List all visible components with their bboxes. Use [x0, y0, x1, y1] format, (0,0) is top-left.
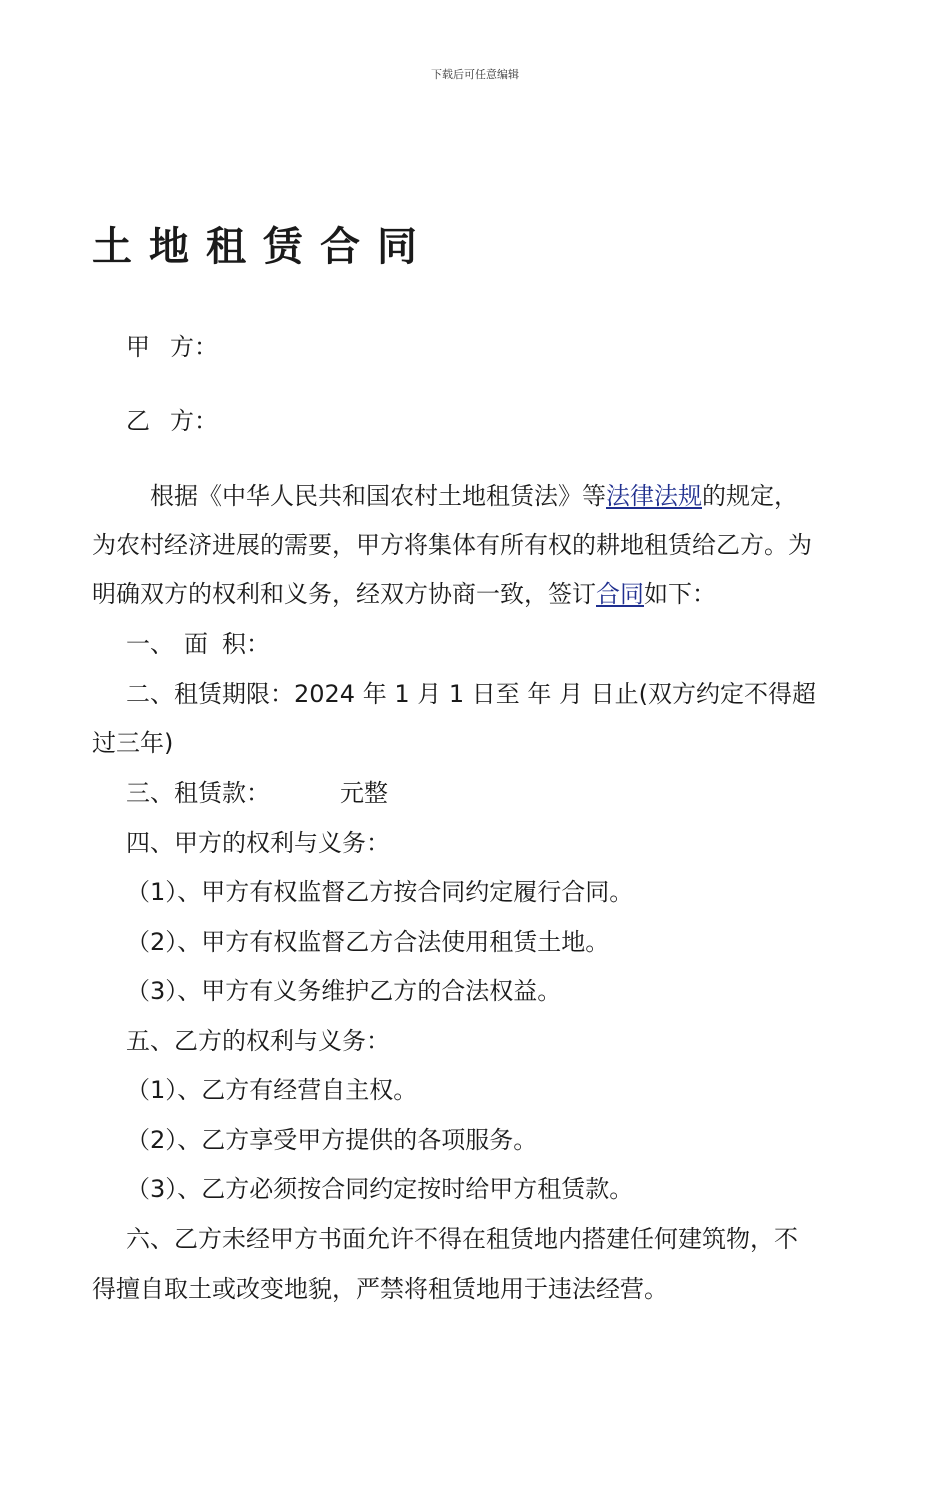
- clause-5-item-3: （3）、乙方必须按合同约定按时给甲方租赁款。: [126, 1175, 634, 1203]
- clause-5-item-1: （1）、乙方有经营自主权。: [126, 1076, 418, 1104]
- header-note: 下载后可任意编辑: [431, 68, 519, 81]
- clause-3-unit: 元整: [340, 779, 388, 807]
- clause-6-line-1: 六、乙方未经甲方书面允许不得在租赁地内搭建任何建筑物，不: [126, 1225, 798, 1253]
- party-b-line: [92, 397, 896, 446]
- clause-5-item-2: （2）、乙方享受甲方提供的各项服务。: [126, 1126, 538, 1154]
- clause-4-item-2: （2）、甲方有权监督乙方合法使用租赁土地。: [126, 928, 610, 956]
- clause-1-number: 一、: [126, 630, 174, 658]
- document-title: 土地租赁合同: [92, 224, 434, 270]
- clause-4-item-1: （1）、甲方有权监督乙方按合同约定履行合同。: [126, 878, 634, 906]
- party-b-label-1: 乙: [126, 407, 150, 435]
- intro-text-1b: 的规定，: [702, 482, 798, 510]
- intro-text-3a: 明确双方的权利和义务，经双方协商一致，签订: [92, 580, 596, 608]
- intro-text-1a: 根据《中华人民共和国农村土地租赁法》等: [150, 482, 606, 510]
- clause-4: 四、甲方的权利与义务：: [126, 829, 390, 857]
- party-a-line: [92, 323, 896, 372]
- clause-2-line-1: 二、租赁期限：2024 年 1 月 1 日至 年 月 日止(双方约定不得超: [126, 680, 817, 708]
- clause-1-word-b: 积：: [222, 630, 270, 658]
- clause-1-word-a: 面: [184, 630, 208, 658]
- clause-4-item-3: （3）、甲方有义务维护乙方的合法权益。: [126, 977, 562, 1005]
- clause-2-line-2: 过三年): [92, 729, 174, 757]
- party-b-label-2: 方：: [170, 407, 218, 435]
- clause-6-line-2: 得擅自取土或改变地貌，严禁将租赁地用于违法经营。: [92, 1275, 668, 1303]
- clause-1: [92, 620, 896, 669]
- clause-5: 五、乙方的权利与义务：: [126, 1027, 390, 1055]
- intro-line-2: 为农村经济进展的需要，甲方将集体有所有权的耕地租赁给乙方。为: [92, 531, 812, 559]
- laws-link[interactable]: 法律法规: [606, 482, 702, 510]
- intro-text-3b: 如下：: [644, 580, 716, 608]
- intro-line-1: [92, 472, 920, 521]
- contract-link[interactable]: 合同: [596, 580, 644, 608]
- clause-3-label: 三、租赁款：: [126, 779, 270, 807]
- clause-3: [92, 769, 896, 818]
- party-a-label-1: 甲: [126, 333, 150, 361]
- party-a-label-2: 方：: [170, 333, 218, 361]
- intro-line-3: [92, 570, 862, 619]
